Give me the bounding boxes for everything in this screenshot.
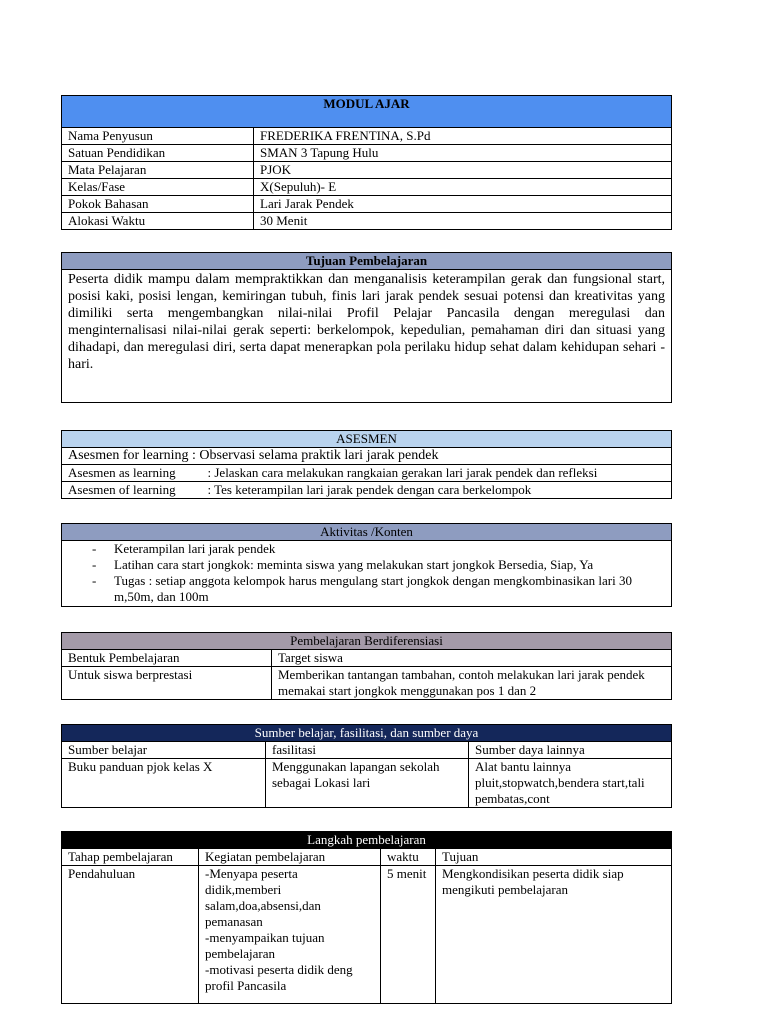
list-item: - Tugas : setiap anggota kelompok harus mengulang start jongkok dengan mengkombinasikan lari 30 m,50m, dan 100m	[114, 573, 665, 605]
tujuan-header-row	[62, 253, 672, 270]
aktivitas-header-row	[62, 524, 672, 541]
langkah-table	[61, 831, 672, 1004]
row-value: X(Sepuluh)- E	[254, 179, 672, 196]
tujuan-title: Tujuan Pembelajaran	[62, 253, 672, 270]
list-item: - Latihan cara start jongkok: meminta siswa yang melakukan start jongkok Bersedia, Siap, Ya	[114, 557, 665, 573]
row-label: Mata Pelajaran	[62, 162, 254, 179]
tujuan-text: Peserta didik mampu dalam mempraktikkan dan menganalisis keterampilan gerak dan fungsional start, posisi kaki, posisi lengan, kemiringan tubuh, finis lari jarak pendek sesuai potensi dan kreativitas yang dimiliki serta mengembangkan nilai-nilai Profil Pelajar Pancasila dengan meregulasi dan menginternalisasi nilai-nilai gerak seperti: berkelompok, kepedulian, pemahaman diri dan situasi yang dihadapi, dan meregulasi diri, serta dapat menerapkan pola perilaku hidup sehat dalam kehidupan sehari - hari.	[62, 270, 672, 403]
column-header: Bentuk Pembelajaran	[62, 650, 272, 667]
asesmen-of-label: Asesmen of learning	[62, 482, 202, 499]
table-row	[62, 145, 672, 162]
fasilitasi-value: Menggunakan lapangan sekolah sebagai Lokasi lari	[266, 759, 469, 808]
sumber-header-row	[62, 725, 672, 742]
asesmen-for-learning: Asesmen for learning : Observasi selama praktik lari jarak pendek	[62, 448, 672, 465]
table-row	[62, 667, 672, 700]
table-row	[62, 866, 672, 1004]
tahap-value: Pendahuluan	[62, 866, 199, 1004]
asesmen-title: ASESMEN	[62, 431, 672, 448]
tujuan-table	[61, 252, 672, 403]
asesmen-as-value: : Jelaskan cara melakukan rangkaian gerakan lari jarak pendek dan refleksi	[202, 465, 672, 482]
tujuan-body-row	[62, 270, 672, 403]
row-value: SMAN 3 Tapung Hulu	[254, 145, 672, 162]
asesmen-as-label: Asesmen as learning	[62, 465, 202, 482]
kegiatan-text: -Menyapa peserta didik,memberi salam,doa,absensi,dan pemanasan -menyampaikan tujuan pembelajaran -motivasi peserta didik deng profil Pancasila	[205, 866, 353, 993]
aktivitas-body-row	[62, 541, 672, 607]
row-value: 30 Menit	[254, 213, 672, 230]
modul-ajar-table	[61, 95, 672, 230]
column-header: waktu	[381, 849, 436, 866]
table-row	[62, 849, 672, 866]
langkah-header-row	[62, 832, 672, 849]
diferensiasi-table	[61, 632, 672, 700]
table-row	[62, 179, 672, 196]
table-row	[62, 742, 672, 759]
sumber-table	[61, 724, 672, 808]
waktu-value: 5 menit	[381, 866, 436, 1004]
diferensiasi-row-label: Untuk siswa berprestasi	[62, 667, 272, 700]
aktivitas-list	[68, 541, 665, 605]
table-row	[62, 162, 672, 179]
row-label: Satuan Pendidikan	[62, 145, 254, 162]
table-row	[62, 196, 672, 213]
table-row	[62, 650, 672, 667]
row-value: FREDERIKA FRENTINA, S.Pd	[254, 128, 672, 145]
aktivitas-title: Aktivitas /Konten	[62, 524, 672, 541]
tujuan-value: Mengkondisikan peserta didik siap mengikuti pembelajaran	[436, 866, 672, 1004]
kegiatan-value	[199, 866, 381, 1004]
column-header: Target siswa	[272, 650, 672, 667]
sumber-daya-value: Alat bantu lainnya pluit,stopwatch,bendera start,tali pembatas,cont	[469, 759, 672, 808]
row-label: Alokasi Waktu	[62, 213, 254, 230]
column-header: Tahap pembelajaran	[62, 849, 199, 866]
sumber-belajar-value: Buku panduan pjok kelas X	[62, 759, 266, 808]
column-header: fasilitasi	[266, 742, 469, 759]
row-value: Lari Jarak Pendek	[254, 196, 672, 213]
langkah-title: Langkah pembelajaran	[62, 832, 672, 849]
modul-header-row	[62, 96, 672, 128]
table-row	[62, 448, 672, 465]
table-row	[62, 465, 672, 482]
asesmen-header-row	[62, 431, 672, 448]
modul-title: MODUL AJAR	[62, 96, 672, 128]
asesmen-of-value: : Tes keterampilan lari jarak pendek dengan cara berkelompok	[202, 482, 672, 499]
table-row	[62, 213, 672, 230]
diferensiasi-header-row	[62, 633, 672, 650]
row-value: PJOK	[254, 162, 672, 179]
column-header: Sumber belajar	[62, 742, 266, 759]
table-row	[62, 759, 672, 808]
row-label: Kelas/Fase	[62, 179, 254, 196]
table-row	[62, 482, 672, 499]
column-header: Tujuan	[436, 849, 672, 866]
column-header: Sumber daya lainnya	[469, 742, 672, 759]
sumber-title: Sumber belajar, fasilitasi, dan sumber daya	[62, 725, 672, 742]
diferensiasi-title: Pembelajaran Berdiferensiasi	[62, 633, 672, 650]
asesmen-table	[61, 430, 672, 499]
table-row	[62, 128, 672, 145]
list-item: - Keterampilan lari jarak pendek	[114, 541, 665, 557]
row-label: Pokok Bahasan	[62, 196, 254, 213]
column-header: Kegiatan pembelajaran	[199, 849, 381, 866]
aktivitas-body	[62, 541, 672, 607]
row-label: Nama Penyusun	[62, 128, 254, 145]
diferensiasi-row-value: Memberikan tantangan tambahan, contoh melakukan lari jarak pendek memakai start jongkok menggunakan pos 1 dan 2	[272, 667, 672, 700]
aktivitas-table	[61, 523, 672, 607]
